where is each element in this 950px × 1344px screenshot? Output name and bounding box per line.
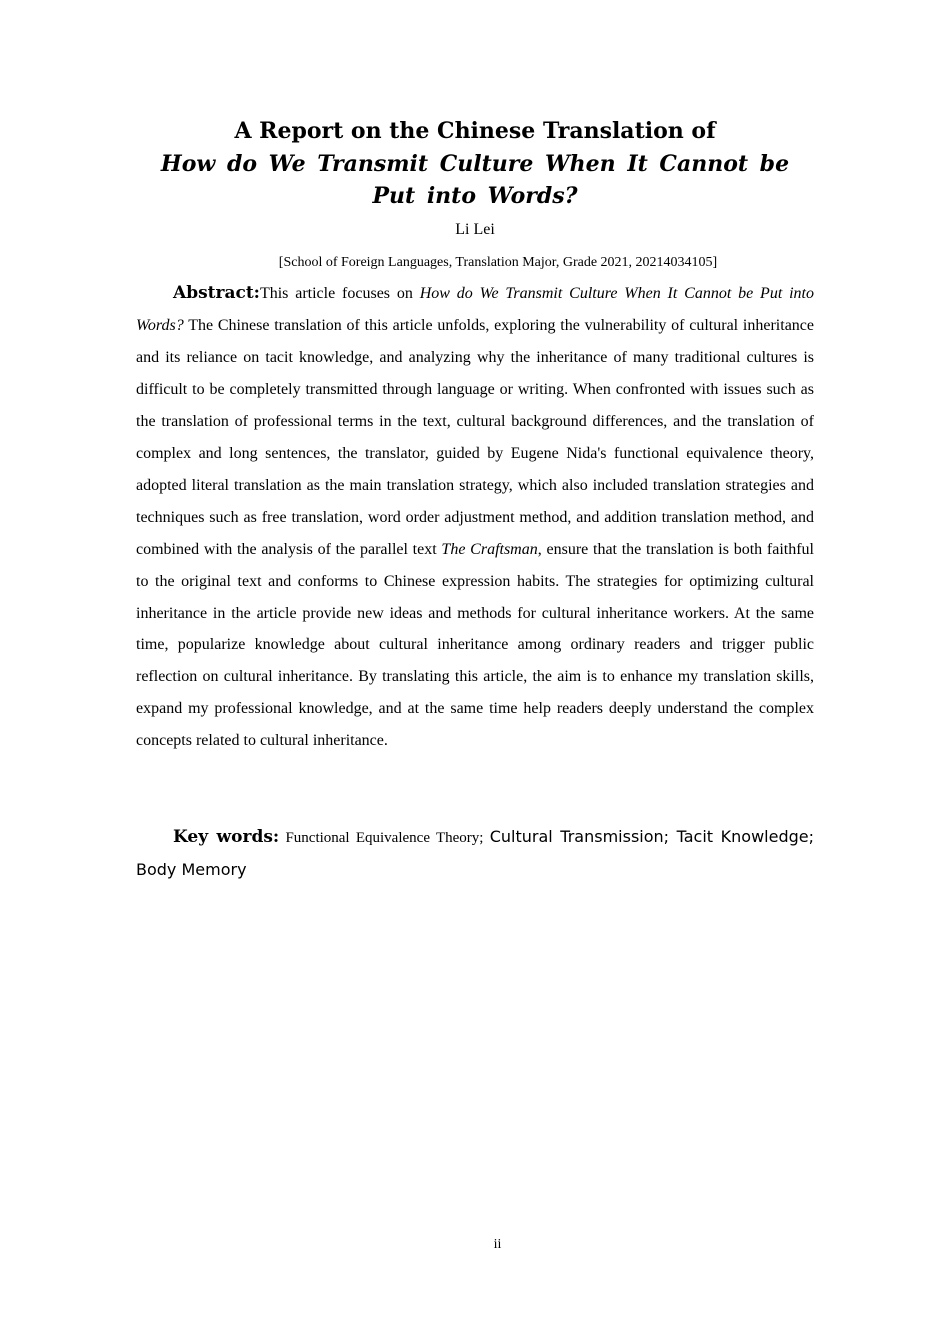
abstract-text-3: , ensure that the translation is both faithful to the original text and conforms to Chinese expression habits. The strategies for optimizing cultural inheritance in the article provide new ideas and methods for cultural inheritance workers. At the same time, popularize knowledge about cultural inheritance among ordinary readers and trigger public reflection on cultural inheritance. By translating this article, the aim is to enhance my translation skills, expand my professional knowledge, and at the same time help readers deeply understand the complex concepts related to cultural inheritance.	[136, 540, 815, 750]
abstract-text-2: The Chinese translation of this article unfolds, exploring the vulnerability of cultural inheritance and its reliance on tacit knowledge, and analyzing why the inheritance of many traditional cultures is difficult to be completely transmitted through language or writing. When confronted with issues such as the translation of professional terms in the text, cultural background differences, and the translation of complex and long sentences, the translator, guided by Eugene Nida's functional equivalence theory, adopted literal translation as the main translation strategy, which also included translation strategies and techniques such as free translation, word order adjustment method, and addition translation method, and combined with the analysis of the parallel text	[136, 316, 814, 558]
keywords-paragraph	[136, 821, 814, 887]
title-line-1: A Report on the Chinese Translation of	[234, 118, 716, 144]
author-name: Li Lei	[455, 221, 495, 238]
abstract-label: Abstract:	[173, 283, 260, 303]
keyword-functional-equivalence: Functional Equivalence Theory	[285, 830, 480, 846]
keywords-label: Key words:	[173, 827, 280, 847]
abstract-paragraph	[136, 278, 814, 757]
title-block	[136, 114, 814, 212]
author-affiliation: [School of Foreign Languages, Translation Major, Grade 2021, 20214034105]	[278, 255, 718, 270]
keyword-separator: ;	[479, 830, 490, 846]
abstract-source-title: How do We Transmit Culture When It Cannot be Put into Words?	[136, 285, 814, 334]
abstract-parallel-text-title: The Craftsman	[441, 540, 538, 558]
abstract-text-1: This article focuses on	[259, 285, 420, 302]
keywords-remaining: Cultural Transmission; Tacit Knowledge; Body Memory	[136, 827, 814, 879]
page-number: ii	[493, 1237, 502, 1252]
title-line-2: How do We Transmit Culture When It Cannot be Put into Words?	[160, 151, 790, 209]
